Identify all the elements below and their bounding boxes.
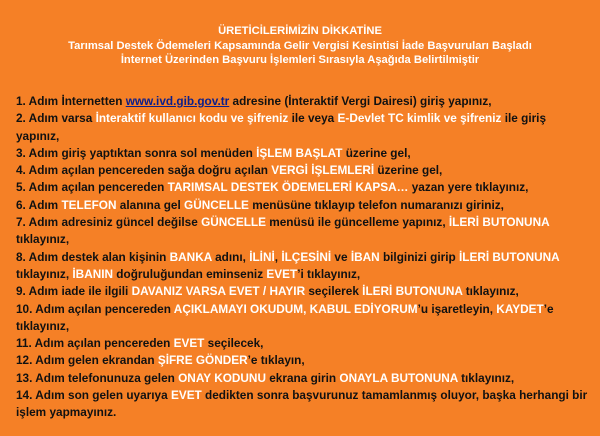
- highlight-text: İnteraktif kullanıcı kodu ve şifreniz: [95, 111, 289, 126]
- step-item: [16, 335, 592, 352]
- step-text: dedikten sonra başvurunuz tamamlanmış oluyor, başka herhangi bir işlem yapmayınız.: [16, 388, 588, 420]
- highlight-text: İBAN: [350, 249, 380, 264]
- step-item: [16, 301, 592, 336]
- highlight-text: GÜNCELLE: [201, 215, 266, 230]
- step-text: 9. Adım iade ile ilgili: [16, 284, 132, 299]
- step-text: ekrana girin: [265, 370, 340, 385]
- highlight-text: TARIMSAL DESTEK ÖDEMELERİ KAPSA…: [167, 180, 412, 195]
- step-text: bilginizi girip: [379, 249, 459, 264]
- step-text: 7. Adım adresiniz güncel değilse: [16, 215, 202, 230]
- step-text: yazan yere tıklayınız,: [411, 180, 529, 195]
- step-text: menüsüne tıklayıp telefon numaranızı giriniz,: [248, 197, 504, 212]
- step-text: 5. Adım açılan pencereden: [16, 180, 168, 195]
- highlight-text: VERGİ İŞLEMLERİ: [271, 163, 375, 178]
- step-text: 11. Adım açılan pencereden: [16, 336, 174, 351]
- step-text: seçilerek: [305, 284, 363, 299]
- step-text: ,: [274, 249, 282, 264]
- notice-title: ÜRETİCİLERİMİZİN DİKKATİNE: [218, 25, 382, 37]
- step-item: [16, 214, 592, 249]
- step-text: 10. Adım açılan pencereden: [16, 301, 174, 316]
- highlight-text: EVET: [173, 336, 205, 351]
- highlight-text: EVET: [266, 266, 298, 281]
- step-item: [16, 387, 592, 422]
- step-text: ’u işaretleyin,: [417, 301, 497, 316]
- step-text: alanına gel: [116, 197, 185, 212]
- step-text: 14. Adım son gelen uyarıya: [16, 388, 171, 403]
- notice-subtitle-2: İnternet Üzerinden Başvuru İşlemleri Sırasıyla Aşağıda Belirtilmiştir: [120, 54, 480, 66]
- highlight-text: ŞİFRE GÖNDER: [157, 353, 248, 368]
- highlight-text: GÜNCELLE: [184, 197, 249, 212]
- step-item: [16, 352, 592, 369]
- highlight-text: İLÇESİNİ: [281, 249, 332, 264]
- website-link[interactable]: www.ivd.gib.gov.tr: [125, 94, 230, 108]
- highlight-text: KAYDET: [496, 301, 544, 316]
- step-text: 2. Adım varsa: [16, 111, 96, 126]
- step-text: doğruluğundan eminseniz: [113, 266, 267, 281]
- notice-header: [0, 0, 600, 68]
- step-text: adresine (İnteraktif Vergi Dairesi) giriş yapınız,: [229, 94, 492, 108]
- step-text: 4. Adım açılan pencereden sağa doğru açılan: [16, 163, 272, 178]
- highlight-text: ONAYLA BUTONUNA: [339, 370, 458, 385]
- step-text: tıklayınız,: [16, 232, 70, 247]
- highlight-text: İŞLEM BAŞLAT: [256, 145, 343, 160]
- step-text: ile giriş yapınız,: [16, 111, 547, 143]
- step-text: tıklayınız,: [462, 284, 519, 299]
- step-text: 1. Adım İnternetten: [16, 94, 126, 108]
- step-text: seçilecek,: [204, 336, 264, 351]
- highlight-text: EVET: [170, 388, 202, 403]
- highlight-text: TELEFON: [61, 197, 117, 212]
- step-text: üzerine gel,: [342, 145, 411, 160]
- highlight-text: İLERİ BUTONUNA: [448, 215, 550, 230]
- step-text: menüsü ile güncelleme yapınız,: [265, 215, 449, 230]
- step-text: tıklayınız,: [457, 370, 515, 385]
- highlight-text: BANKA: [169, 249, 212, 264]
- notice-subtitle: Tarımsal Destek Ödemeleri Kapsamında Gelir Vergisi Kesintisi İade Başvuruları Başladı: [68, 39, 532, 52]
- step-text: ’i tıklayınız,: [297, 266, 361, 281]
- step-text: 12. Adım gelen ekrandan: [16, 353, 158, 368]
- step-text: ile veya: [288, 111, 338, 126]
- step-text: ’e tıklayın,: [247, 353, 305, 368]
- step-text: ’e tıklayınız,: [16, 301, 554, 333]
- step-text: 8. Adım destek alan kişinin: [16, 249, 170, 264]
- highlight-text: İLERİ BUTONUNA: [458, 249, 560, 264]
- step-text: tıklayınız,: [16, 266, 73, 281]
- highlight-text: ONAY KODUNU: [178, 370, 266, 385]
- step-item: [16, 249, 592, 284]
- step-item: [16, 162, 592, 179]
- step-item: [16, 93, 592, 110]
- highlight-text: DAVANIZ VARSA EVET / HAYIR: [131, 284, 306, 299]
- step-item: [16, 197, 592, 214]
- highlight-text: E-Devlet TC kimlik ve şifreniz: [337, 111, 502, 126]
- highlight-text: AÇIKLAMAYI OKUDUM, KABUL EDİYORUM: [173, 301, 418, 316]
- step-text: ve: [331, 249, 351, 264]
- step-item: [16, 283, 592, 300]
- step-text: 13. Adım telefonunuza gelen: [16, 370, 179, 385]
- highlight-text: İLİNİ: [249, 249, 275, 264]
- step-item: [16, 370, 592, 387]
- step-text: 3. Adım giriş yaptıktan sonra sol menüden: [16, 145, 257, 160]
- step-text: adını,: [211, 249, 250, 264]
- highlight-text: İLERİ BUTONUNA: [362, 284, 463, 299]
- step-item: [16, 145, 592, 162]
- step-item: [16, 110, 592, 145]
- step-text: 6. Adım: [16, 197, 62, 212]
- highlight-text: İBANIN: [72, 266, 114, 281]
- step-text: üzerine gel,: [374, 163, 443, 178]
- steps-list: [16, 93, 592, 422]
- step-item: [16, 179, 592, 196]
